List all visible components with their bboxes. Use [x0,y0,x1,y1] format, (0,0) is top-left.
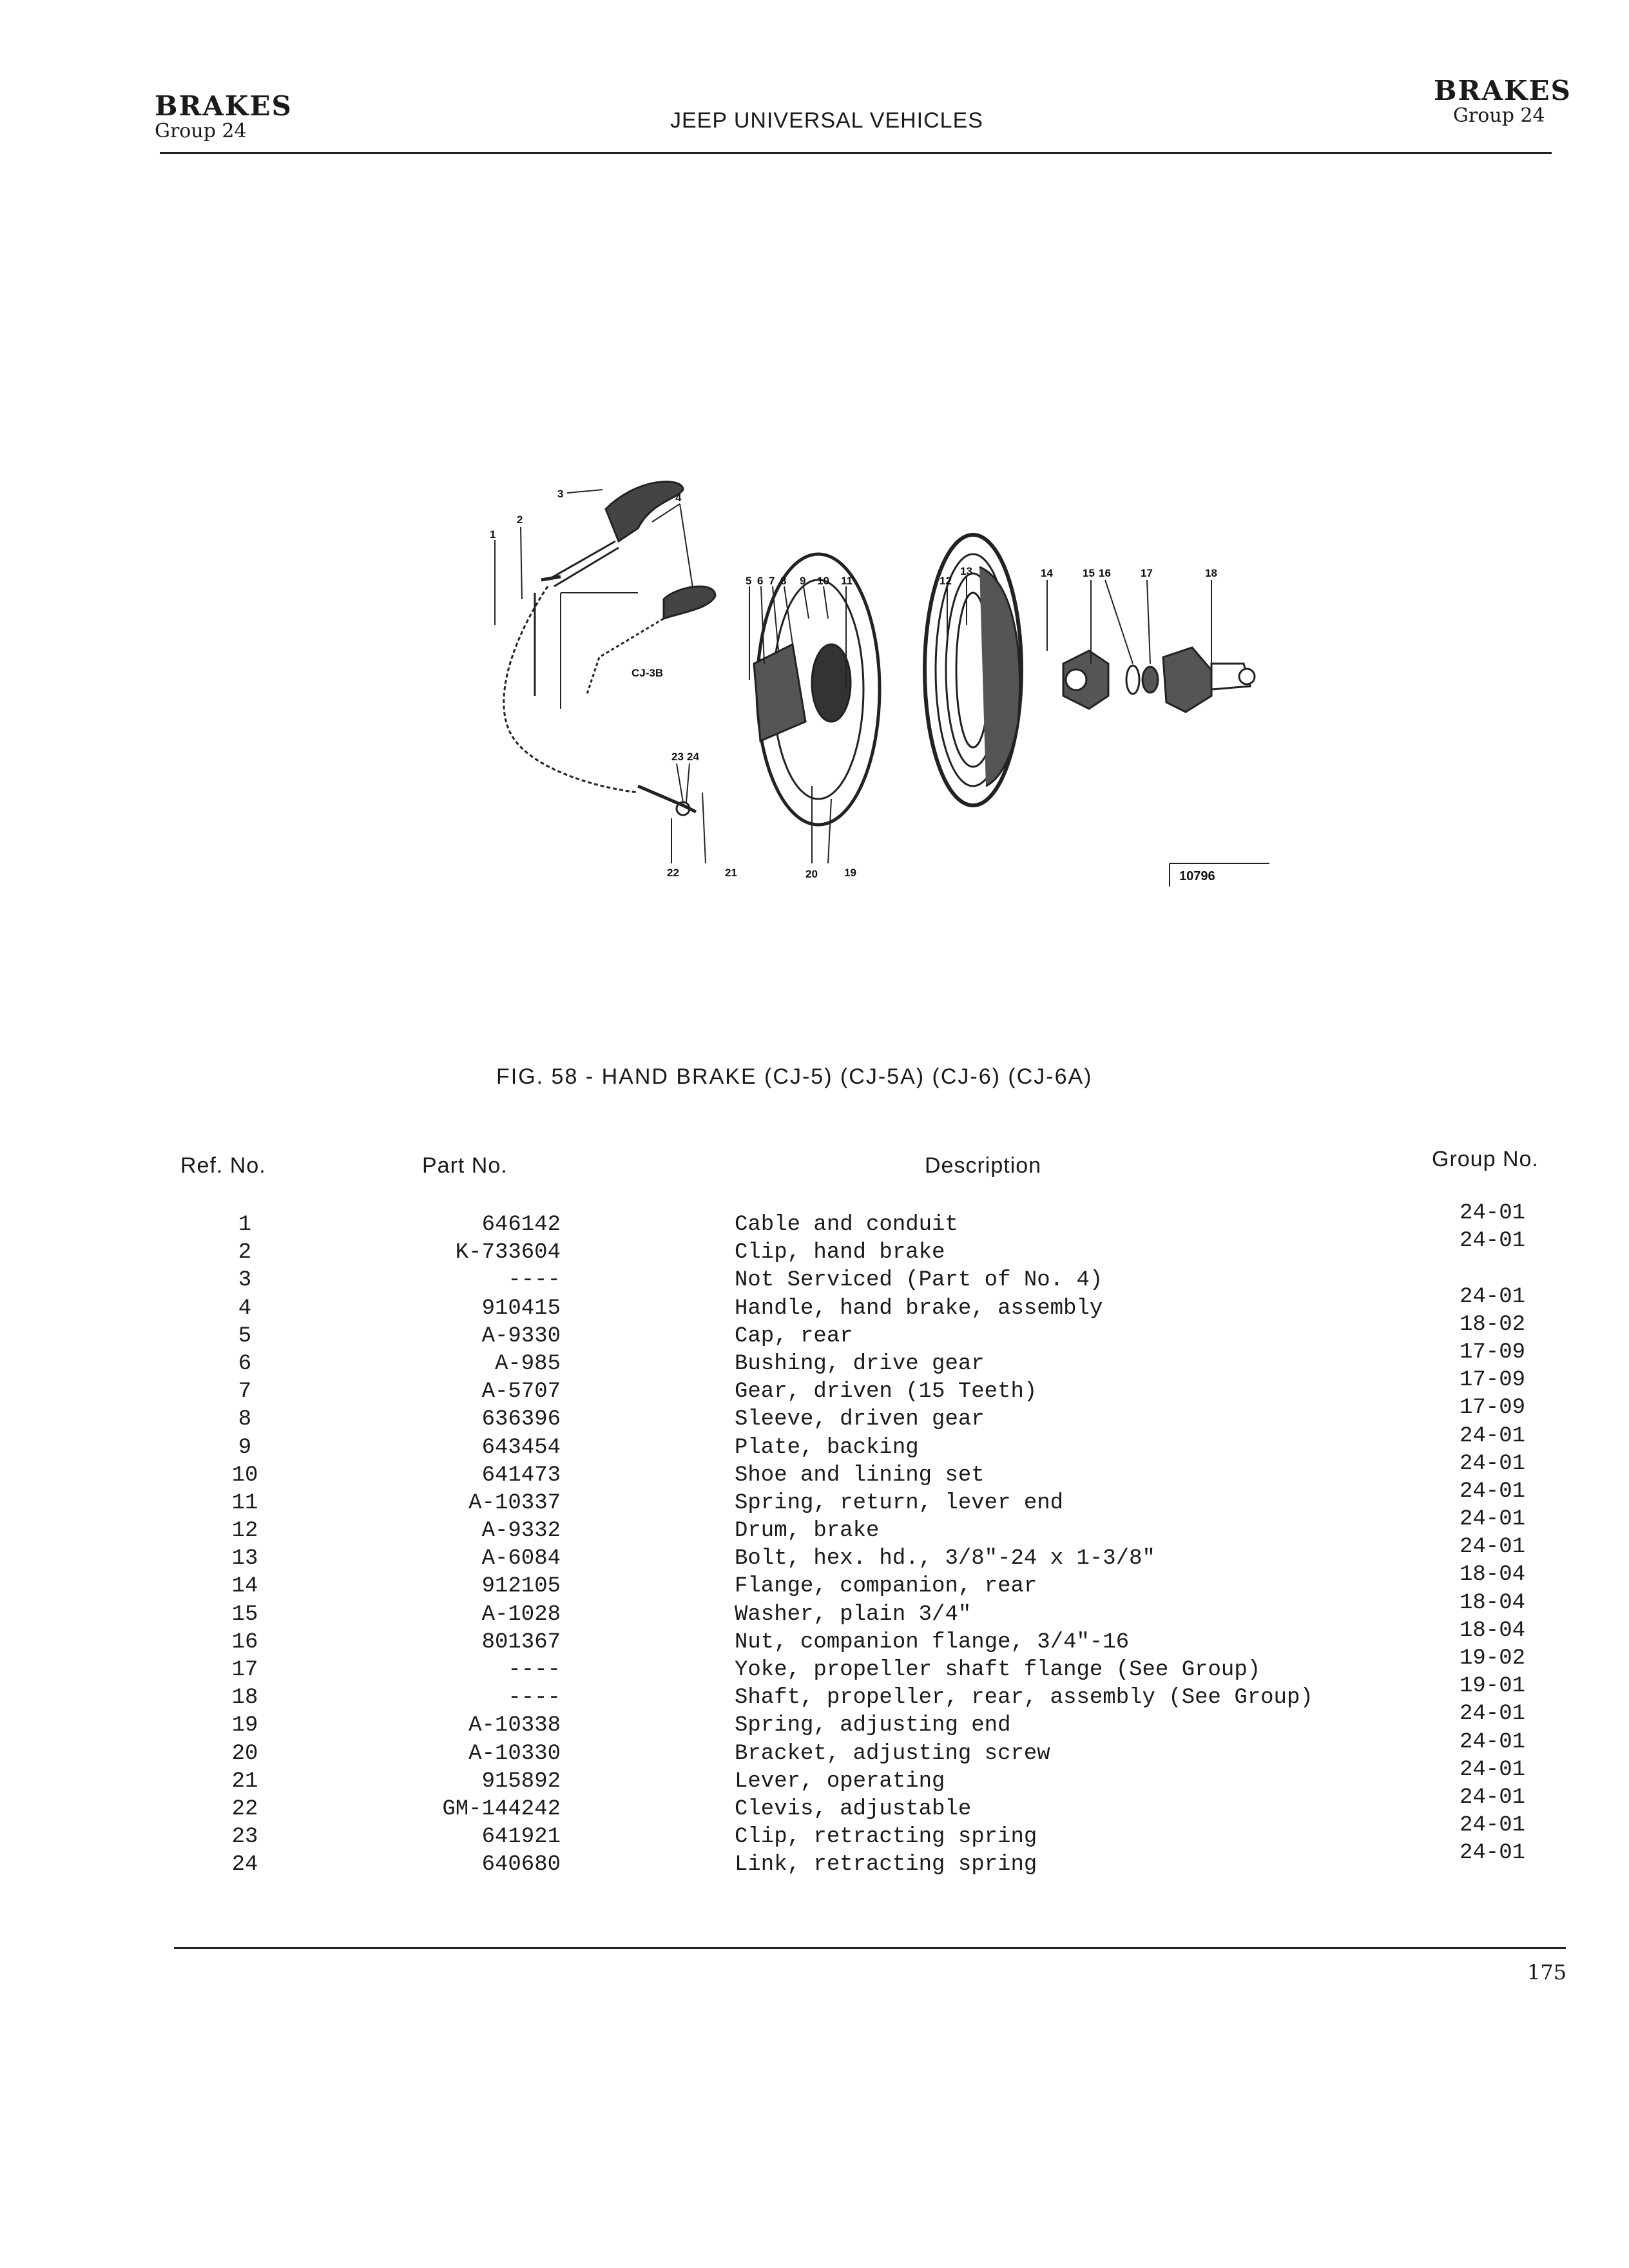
ref-cell: 18 [231,1686,258,1711]
callout-16: 16 [1099,567,1111,579]
table-row [0,1201,1629,1240]
image-number: 10796 [1179,869,1215,883]
ref-cell: 12 [231,1519,258,1544]
ref-cell: 3 [238,1268,252,1293]
group-cell: 17-09 [1460,1340,1526,1365]
ref-cell: 4 [238,1296,252,1321]
ref-cell: 23 [231,1825,258,1850]
group-cell: 24-01 [1460,1757,1526,1782]
table-row [0,1535,1629,1574]
part-cell: 801367 [481,1629,561,1655]
page-number: 175 [1527,1960,1567,1984]
column-header-description: Description [925,1153,1042,1178]
callout-5: 5 [746,575,752,587]
description-cell: Yoke, propeller shaft flange (See Group) [735,1658,1261,1682]
callout-4: 4 [675,492,682,504]
part-cell: A-1028 [481,1602,561,1627]
group-cell: 18-04 [1460,1562,1526,1588]
group-cell: 17-09 [1460,1368,1526,1393]
group-label-left: Group 24 [155,120,247,142]
group-label-right: Group 24 [1453,104,1545,127]
description-cell: Lever, operating [735,1769,945,1794]
column-header-ref: Ref. No. [180,1153,266,1178]
callout-14: 14 [1041,567,1053,579]
group-cell: 24-01 [1460,1841,1526,1866]
part-cell: 640680 [481,1852,561,1878]
callout-11: 11 [841,575,853,587]
inset-label: CJ-3B [631,667,664,679]
table-row [0,1646,1629,1686]
callout-6: 6 [757,575,764,587]
page-header-title: JEEP UNIVERSAL VEHICLES [670,108,983,133]
group-cell: 24-01 [1460,1785,1526,1810]
group-cell: 24-01 [1460,1729,1526,1754]
column-header-part: Part No. [422,1153,508,1178]
description-cell: Not Serviced (Part of No. 4) [735,1268,1103,1293]
part-cell: A-10338 [468,1713,561,1738]
ref-cell: 17 [231,1658,258,1682]
callout-2: 2 [517,514,523,526]
table-row [0,1312,1629,1352]
description-cell: Nut, companion flange, 3/4"-16 [735,1629,1130,1655]
part-cell: ---- [508,1268,561,1293]
callout-9: 9 [800,575,806,587]
ref-cell: 7 [238,1379,252,1405]
part-cell: 912105 [481,1574,561,1599]
ref-cell: 1 [238,1213,252,1237]
group-cell: 24-01 [1460,1201,1526,1225]
table-row [0,1423,1629,1463]
callout-3: 3 [557,488,564,500]
group-cell: 24-01 [1460,1813,1526,1838]
ref-cell: 16 [231,1629,258,1655]
callout-17: 17 [1141,567,1153,579]
group-cell: 24-01 [1460,1229,1526,1254]
ref-cell: 10 [231,1463,258,1488]
group-cell: 24-01 [1460,1702,1526,1727]
ref-cell: 6 [238,1351,252,1376]
table-row [0,1284,1629,1324]
part-cell: ---- [508,1658,561,1682]
table-row [0,1785,1629,1825]
part-cell: 643454 [481,1435,561,1460]
ref-cell: 9 [238,1435,252,1460]
callout-20: 20 [805,868,818,880]
description-cell: Spring, return, lever end [735,1490,1064,1515]
table-row [0,1268,1629,1296]
ref-cell: 13 [231,1546,258,1571]
description-cell: Bushing, drive gear [735,1351,985,1376]
callout-1: 1 [490,528,496,541]
table-row [0,1451,1629,1491]
table-row [0,1813,1629,1852]
part-cell: A-6084 [481,1546,561,1571]
part-cell: A-985 [494,1351,561,1376]
table-row [0,1368,1629,1407]
ref-cell: 8 [238,1407,252,1432]
section-title-right: BRAKES [1434,75,1572,106]
callout-19: 19 [844,867,856,879]
group-cell: 24-01 [1460,1479,1526,1504]
description-cell: Spring, adjusting end [735,1713,1011,1738]
callout-18: 18 [1205,567,1217,579]
group-cell: 24-01 [1460,1423,1526,1448]
table-row [0,1618,1629,1658]
part-cell: 636396 [481,1407,561,1432]
ref-cell: 24 [231,1852,258,1878]
callout-21: 21 [725,867,737,879]
part-cell: K-733604 [455,1240,561,1265]
figure-caption: FIG. 58 - HAND BRAKE (CJ-5) (CJ-5A) (CJ-6) (CJ-6A) [496,1064,1093,1089]
group-cell: 18-04 [1460,1590,1526,1615]
parts-table [0,1201,1629,1881]
description-cell: Shoe and lining set [735,1463,985,1488]
table-row [0,1757,1629,1797]
description-cell: Clip, hand brake [735,1240,945,1265]
description-cell: Shaft, propeller, rear, assembly (See Group) [735,1686,1313,1711]
description-cell: Clevis, adjustable [735,1796,972,1821]
ref-cell: 11 [231,1490,258,1515]
callout-13: 13 [960,565,972,577]
description-cell: Washer, plain 3/4" [735,1602,972,1627]
part-cell: A-10330 [468,1741,561,1766]
table-row [0,1729,1629,1769]
description-cell: Plate, backing [735,1435,919,1460]
description-cell: Cap, rear [735,1323,853,1349]
table-row [0,1479,1629,1519]
part-cell: A-5707 [481,1379,561,1405]
part-cell: ---- [508,1686,561,1711]
part-cell: 641921 [481,1825,561,1850]
group-cell: 24-01 [1460,1507,1526,1532]
header-rule [160,152,1552,154]
callout-23: 23 [671,751,684,763]
group-cell: 18-04 [1460,1618,1526,1643]
part-cell: A-9332 [481,1519,561,1544]
part-cell: 646142 [481,1213,561,1237]
part-cell: 915892 [481,1769,561,1794]
description-cell: Flange, companion, rear [735,1574,1037,1599]
ref-cell: 5 [238,1323,252,1349]
ref-cell: 14 [231,1574,258,1599]
description-cell: Link, retracting spring [735,1852,1037,1878]
description-cell: Sleeve, driven gear [735,1407,985,1432]
ref-cell: 20 [231,1741,258,1766]
table-row [0,1841,1629,1880]
group-cell: 18-02 [1460,1312,1526,1337]
column-header-group: Group No. [1432,1147,1539,1171]
ref-cell: 15 [231,1602,258,1627]
group-cell: 17-09 [1460,1396,1526,1421]
description-cell: Bolt, hex. hd., 3/8"-24 x 1-3/8" [735,1546,1155,1571]
hand-brake-exploded-illustration [470,451,1282,928]
part-cell: A-10337 [468,1490,561,1515]
description-cell: Clip, retracting spring [735,1825,1037,1850]
description-cell: Cable and conduit [735,1213,958,1237]
table-row [0,1590,1629,1630]
ref-cell: 19 [231,1713,258,1738]
description-cell: Drum, brake [735,1519,880,1544]
part-cell: A-9330 [481,1323,561,1349]
callout-22: 22 [667,867,679,879]
callout-12: 12 [940,575,952,587]
section-title-left: BRAKES [155,90,293,122]
table-row [0,1340,1629,1379]
description-cell: Gear, driven (15 Teeth) [735,1379,1037,1405]
callout-8: 8 [780,575,787,587]
table-row [0,1674,1629,1713]
group-cell: 24-01 [1460,1284,1526,1309]
ref-cell: 21 [231,1769,258,1794]
ref-cell: 22 [231,1796,258,1821]
footer-rule [174,1947,1566,1949]
description-cell: Handle, hand brake, assembly [735,1296,1103,1321]
table-row [0,1507,1629,1546]
callout-24: 24 [687,751,699,763]
table-row [0,1562,1629,1602]
table-row [0,1702,1629,1741]
table-row [0,1396,1629,1435]
callout-7: 7 [769,575,775,587]
callout-10: 10 [817,575,829,587]
callout-15: 15 [1083,567,1095,579]
table-row [0,1229,1629,1268]
group-cell: 24-01 [1460,1535,1526,1560]
part-cell: GM-144242 [442,1796,561,1821]
part-cell: 910415 [481,1296,561,1321]
group-cell: 24-01 [1460,1451,1526,1476]
group-cell: 19-02 [1460,1646,1526,1671]
description-cell: Bracket, adjusting screw [735,1741,1050,1766]
group-cell: 19-01 [1460,1674,1526,1699]
part-cell: 641473 [481,1463,561,1488]
ref-cell: 2 [238,1240,252,1265]
